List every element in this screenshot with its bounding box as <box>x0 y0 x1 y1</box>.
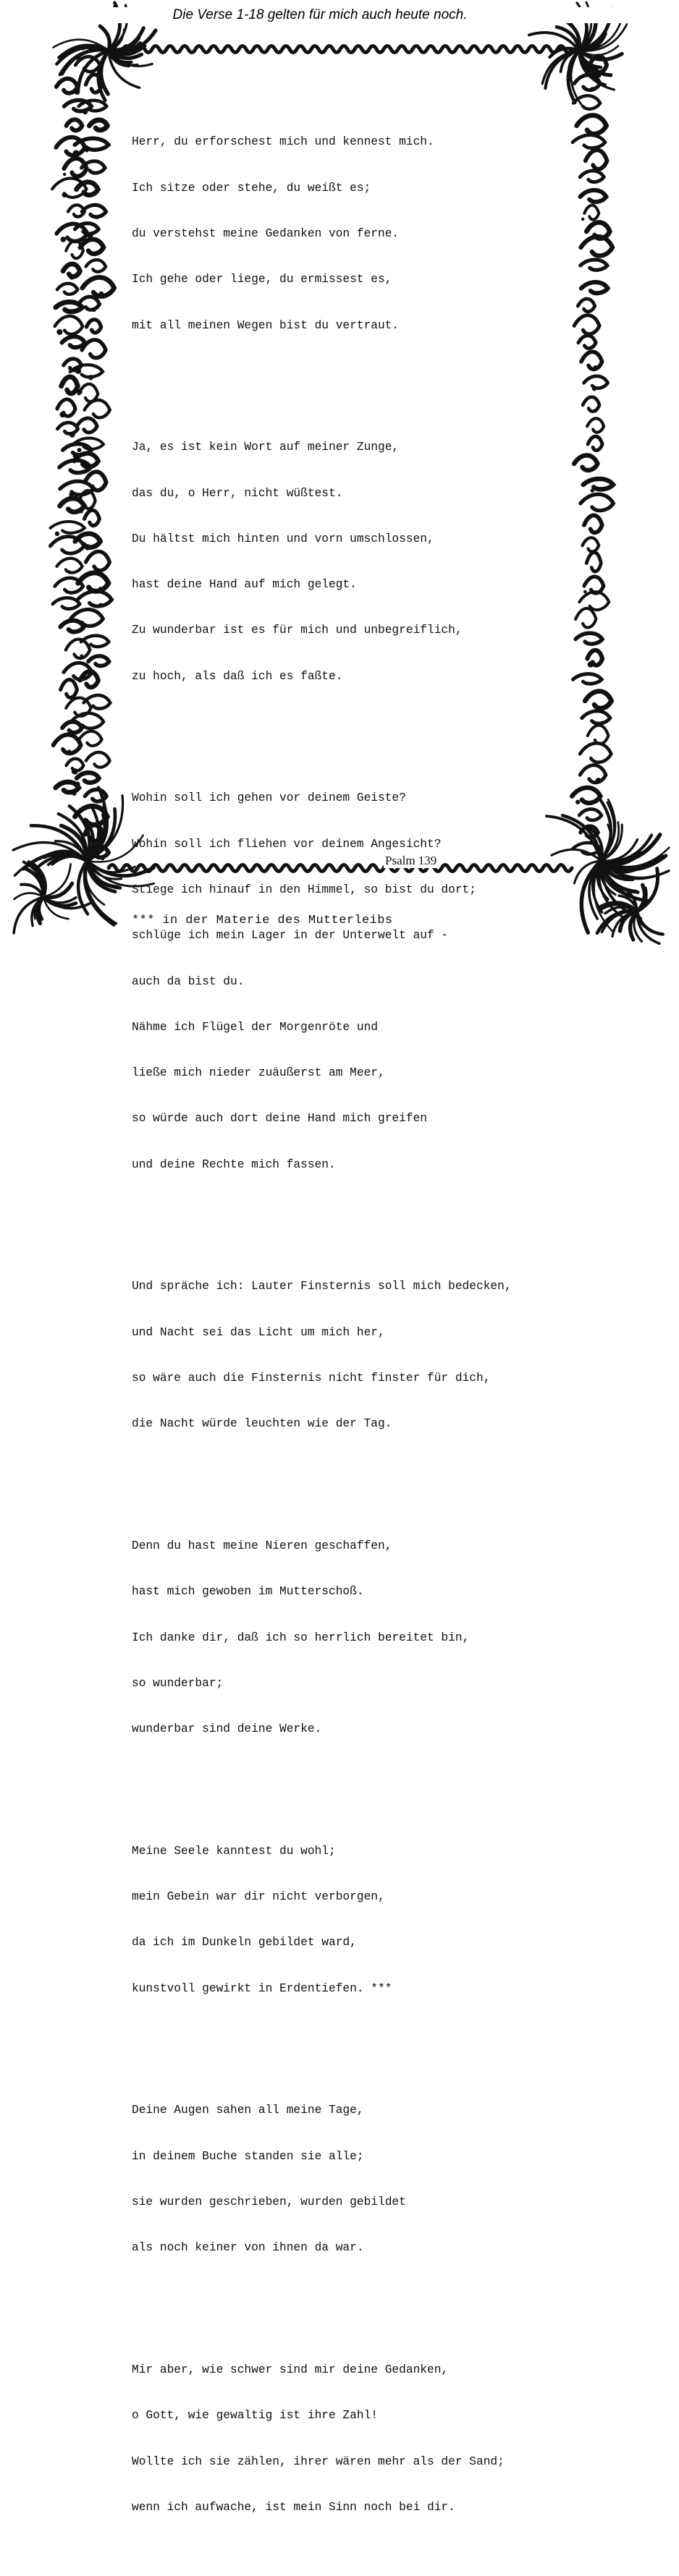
verse-line: die Nacht würde leuchten wie der Tag. <box>132 1417 392 1431</box>
verse-line: auch da bist du. <box>132 974 245 988</box>
stanza <box>132 1249 566 1462</box>
verse-line: Nähme ich Flügel der Morgenröte und <box>132 1020 378 1034</box>
verse-line: o Gott, wie gewaltig ist ihre Zahl! <box>132 2409 378 2423</box>
verse-line: so wunderbar; <box>132 1676 224 1690</box>
verse-line: schlüge ich mein Lager in der Unterwelt auf - <box>132 929 449 943</box>
verse-line: Zu wunderbar ist es für mich und unbegreiflich, <box>132 624 463 637</box>
verse-line: du verstehst meine Gedanken von ferne. <box>132 226 400 240</box>
verse-line: Ich gehe oder liege, du ermissest es, <box>132 273 392 286</box>
verse-line: so würde auch dort deine Hand mich greifen <box>132 1112 427 1126</box>
verse-line: Ja, es ist kein Wort auf meiner Zunge, <box>132 441 400 454</box>
verse-line: als noch keiner von ihnen da war. <box>132 2241 364 2255</box>
verse-line: Wohin soll ich fliehen vor deinem Angesicht? <box>132 837 442 851</box>
stanza <box>132 409 566 715</box>
stanza <box>132 760 566 1203</box>
footnote: *** in der Materie des Mutterleibs <box>132 914 393 927</box>
verse-line: mein Gebein war dir nicht verborgen, <box>132 1890 385 1904</box>
verse-line: wenn ich aufwache, ist mein Sinn noch bei dir. <box>132 2500 455 2514</box>
verse-line: hast mich gewoben im Mutterschoß. <box>132 1585 364 1599</box>
stanza <box>132 104 566 364</box>
verse-line: hast deine Hand auf mich gelegt. <box>132 578 357 592</box>
verse-line: Herr, du erforschest mich und kennest mich. <box>132 135 434 149</box>
verse-line: so wäre auch die Finsternis nicht finster für dich, <box>132 1371 491 1385</box>
verse-line: sie wurden geschrieben, wurden gebildet <box>132 2195 406 2209</box>
verse-line: Denn du hast meine Nieren geschaffen, <box>132 1539 392 1552</box>
verse-line: kunstvoll gewirkt in Erdentiefen. *** <box>132 1981 392 1995</box>
psalm-reference: Psalm 139 <box>385 854 437 867</box>
verse-line: und deine Rechte mich fassen. <box>132 1157 336 1171</box>
verse-line: ließe mich nieder zuäußerst am Meer, <box>132 1066 385 1080</box>
psalm-text <box>132 74 566 2576</box>
verse-line: da ich im Dunkeln gebildet ward, <box>132 1936 357 1950</box>
verse-line: Mir aber, wie schwer sind mir deine Gedanken, <box>132 2363 449 2377</box>
verse-line: Meine Seele kanntest du wohl; <box>132 1844 336 1858</box>
verse-line: in deinem Buche standen sie alle; <box>132 2149 364 2163</box>
stanza <box>132 2073 566 2286</box>
verse-line: und Nacht sei das Licht um mich her, <box>132 1325 385 1339</box>
stanza <box>132 1508 566 1768</box>
verse-line: mit all meinen Wegen bist du vertraut. <box>132 318 400 332</box>
verse-line: Wollte ich sie zählen, ihrer wären mehr als der Sand; <box>132 2454 505 2468</box>
verse-line: zu hoch, als daß ich es faßte. <box>132 669 343 683</box>
verse-line: Und spräche ich: Lauter Finsternis soll mich bedecken, <box>132 1280 512 1293</box>
stanza <box>132 1814 566 2027</box>
verse-line: Wohin soll ich gehen vor deinem Geiste? <box>132 791 406 805</box>
verse-line: Stiege ich hinauf in den Himmel, so bist du dort; <box>132 883 476 896</box>
verse-line: wunderbar sind deine Werke. <box>132 1722 322 1736</box>
verse-line: das du, o Herr, nicht wüßtest. <box>132 486 343 500</box>
header-note: Die Verse 1-18 gelten für mich auch heute noch. <box>0 7 640 23</box>
verse-line: Ich sitze oder stehe, du weißt es; <box>132 181 371 195</box>
verse-line: Du hältst mich hinten und vorn umschlossen, <box>132 532 434 545</box>
verse-line: Deine Augen sahen all meine Tage, <box>132 2104 364 2117</box>
verse-line: Ich danke dir, daß ich so herrlich bereitet bin, <box>132 1631 470 1644</box>
stanza <box>132 2332 566 2546</box>
